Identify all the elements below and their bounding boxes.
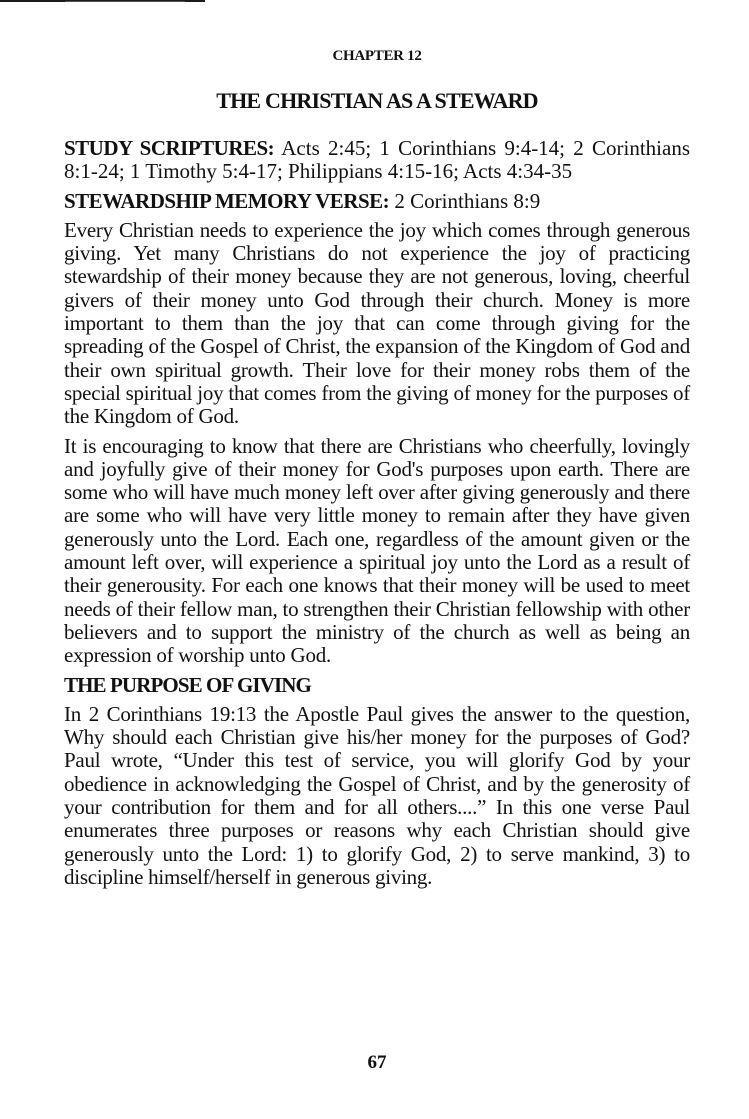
study-scriptures xyxy=(64,137,690,184)
memory-verse xyxy=(64,190,690,213)
chapter-label: CHAPTER 12 xyxy=(332,48,422,64)
page-content xyxy=(64,137,690,895)
study-scriptures-text: Acts 2:45; 1 Corinthians 9:4-14; 2 Corinthians 8:1-24; 1 Timothy 5:4-17; Philippians 4:15-16; Acts 4:34-35 xyxy=(64,136,690,184)
scan-edge-artifact-secondary xyxy=(65,1,185,2)
page-number: 67 xyxy=(367,1052,387,1073)
study-scriptures-label: STUDY SCRIPTURES: xyxy=(64,136,275,160)
memory-verse-text: 2 Corinthians 8:9 xyxy=(389,188,541,213)
section-paragraph: In 2 Corinthians 19:13 the Apostle Paul gives the answer to the question, Why should each Christian give his/her money for the purposes of God? Paul wrote, “Under this test of service, you will glorify God by your obedience in acknowledging the Gospel of Christ, and by the generosity of your contribution for them and for all others....” In this one verse Paul enumerates three purposes or reasons why each Christian should give generously unto the Lord: 1) to glorify God, 2) to serve mankind, 3) to discipline himself/herself in generous giving. xyxy=(64,701,690,889)
chapter-title: THE CHRISTIAN AS A STEWARD xyxy=(216,88,538,113)
section-heading: THE PURPOSE OF GIVING xyxy=(64,672,311,697)
memory-verse-label: STEWARDSHIP MEMORY VERSE: xyxy=(64,188,390,213)
body-paragraph-2: It is encouraging to know that there are Christians who cheerfully, lovingly and joyfully give of their money for God's purposes upon earth. There are some who will have much money left over after giving generously and there are some who will have very little money to remain after they have given generously unto the Lord. Each one, regardless of the amount given or the amount left over, will experience a spiritual joy unto the Lord as a result of their generousity. For each one knows that their money will be used to meet needs of their fellow man, to strengthen their Christian fellowship with other believers and to support the ministry of the church as well as being an expression of worship unto God. xyxy=(64,433,690,668)
body-paragraph-1: Every Christian needs to experience the joy which comes through generous giving. Yet many Christians do not experience the joy of practicing stewardship of their money because they are not generous, loving, cheerful givers of their money unto God through their church. Money is more important to them than the joy that can come through giving for the spreading of the Gospel of Christ, the expansion of the Kingdom of God and their own spiritual growth. Their love for their money robs them of the special spiritual joy that comes from the giving of money for the purposes of the Kingdom of God. xyxy=(64,217,690,429)
